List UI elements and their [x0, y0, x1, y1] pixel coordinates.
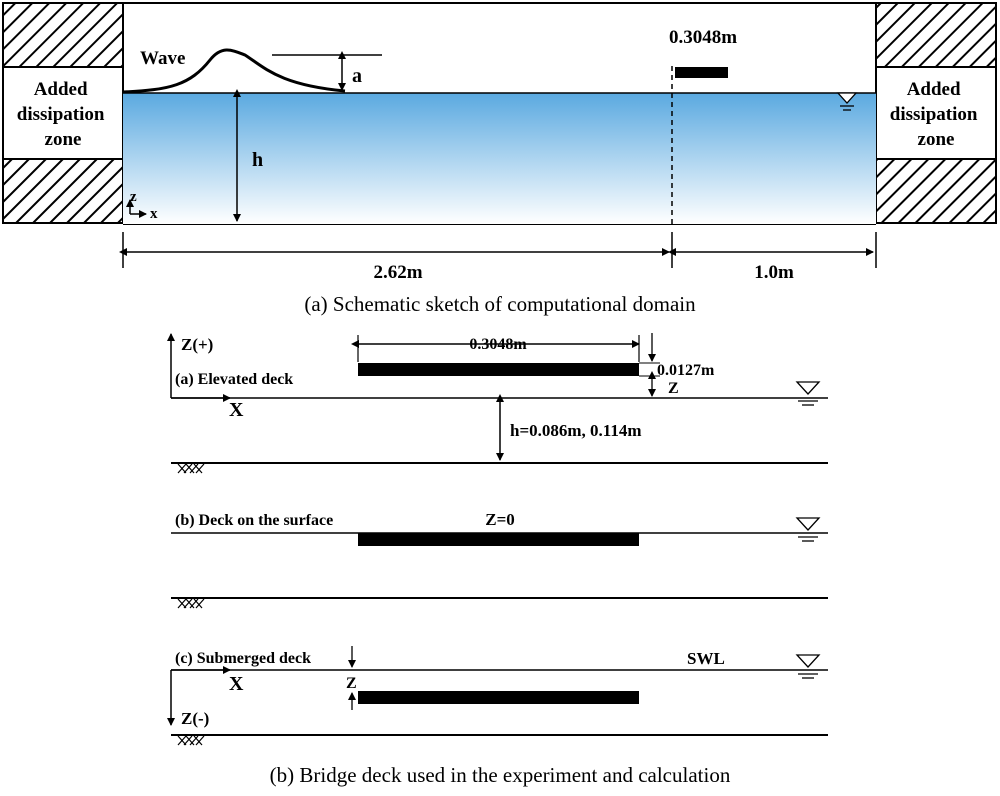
water-level-symbol-b2 [797, 518, 819, 541]
axis-x-label: x [150, 206, 158, 222]
right-zone-line1: Added [906, 79, 961, 100]
axis-z-pos-label: Z(+) [181, 335, 214, 354]
dim-right-label: 1.0m [754, 262, 794, 283]
wave-label: Wave [140, 48, 186, 69]
axis-x-label-b3: X [229, 673, 244, 695]
submerged-deck [358, 691, 639, 704]
left-zone-line3: zone [44, 129, 82, 150]
bed-hatch-3 [178, 736, 204, 745]
left-hatch-bottom [3, 159, 123, 223]
z-depth-label: Z [346, 675, 357, 692]
axis-z-neg-label: Z(-) [181, 709, 210, 728]
surface-deck [358, 533, 639, 546]
bed-hatch-2 [178, 599, 204, 608]
caption-b: (b) Bridge deck used in the experiment and calculation [269, 763, 731, 787]
deck-a [675, 67, 728, 78]
elevated-deck-label: (a) Elevated deck [175, 371, 294, 388]
amplitude-label: a [352, 65, 362, 87]
deck-width-label: 0.3048m [668, 27, 738, 48]
elevated-deck [358, 363, 639, 376]
submerged-deck-label: (c) Submerged deck [175, 650, 311, 667]
bed-hatch-1 [178, 464, 204, 473]
z-gap-label: Z [668, 380, 679, 397]
left-zone-line2: dissipation [16, 104, 105, 125]
dim-left-label: 2.62m [373, 262, 423, 283]
panel-a-domain [3, 3, 996, 316]
depth-b-label: h=0.086m, 0.114m [510, 421, 642, 440]
swl-label: SWL [687, 649, 725, 668]
right-zone-line3: zone [917, 129, 955, 150]
water-body [123, 93, 876, 224]
deck-thickness-label: 0.0127m [657, 362, 715, 379]
caption-a: (a) Schematic sketch of computational domain [304, 292, 696, 316]
right-hatch-bottom [876, 159, 996, 223]
axis-z-label: z [130, 189, 137, 205]
axis-x-label-b1: X [229, 399, 244, 421]
panel-b-decks [171, 333, 828, 787]
water-level-symbol-b1 [797, 382, 819, 405]
surface-deck-label: (b) Deck on the surface [175, 512, 334, 529]
depth-label: h [252, 149, 264, 171]
left-hatch-top [3, 3, 123, 67]
water-level-symbol-b3 [797, 655, 819, 678]
right-hatch-top [876, 3, 996, 67]
z-zero-label: Z=0 [485, 510, 515, 529]
right-zone-line2: dissipation [889, 104, 978, 125]
deck-width-b-label: 0.3048m [469, 336, 527, 353]
left-zone-line1: Added [33, 79, 88, 100]
